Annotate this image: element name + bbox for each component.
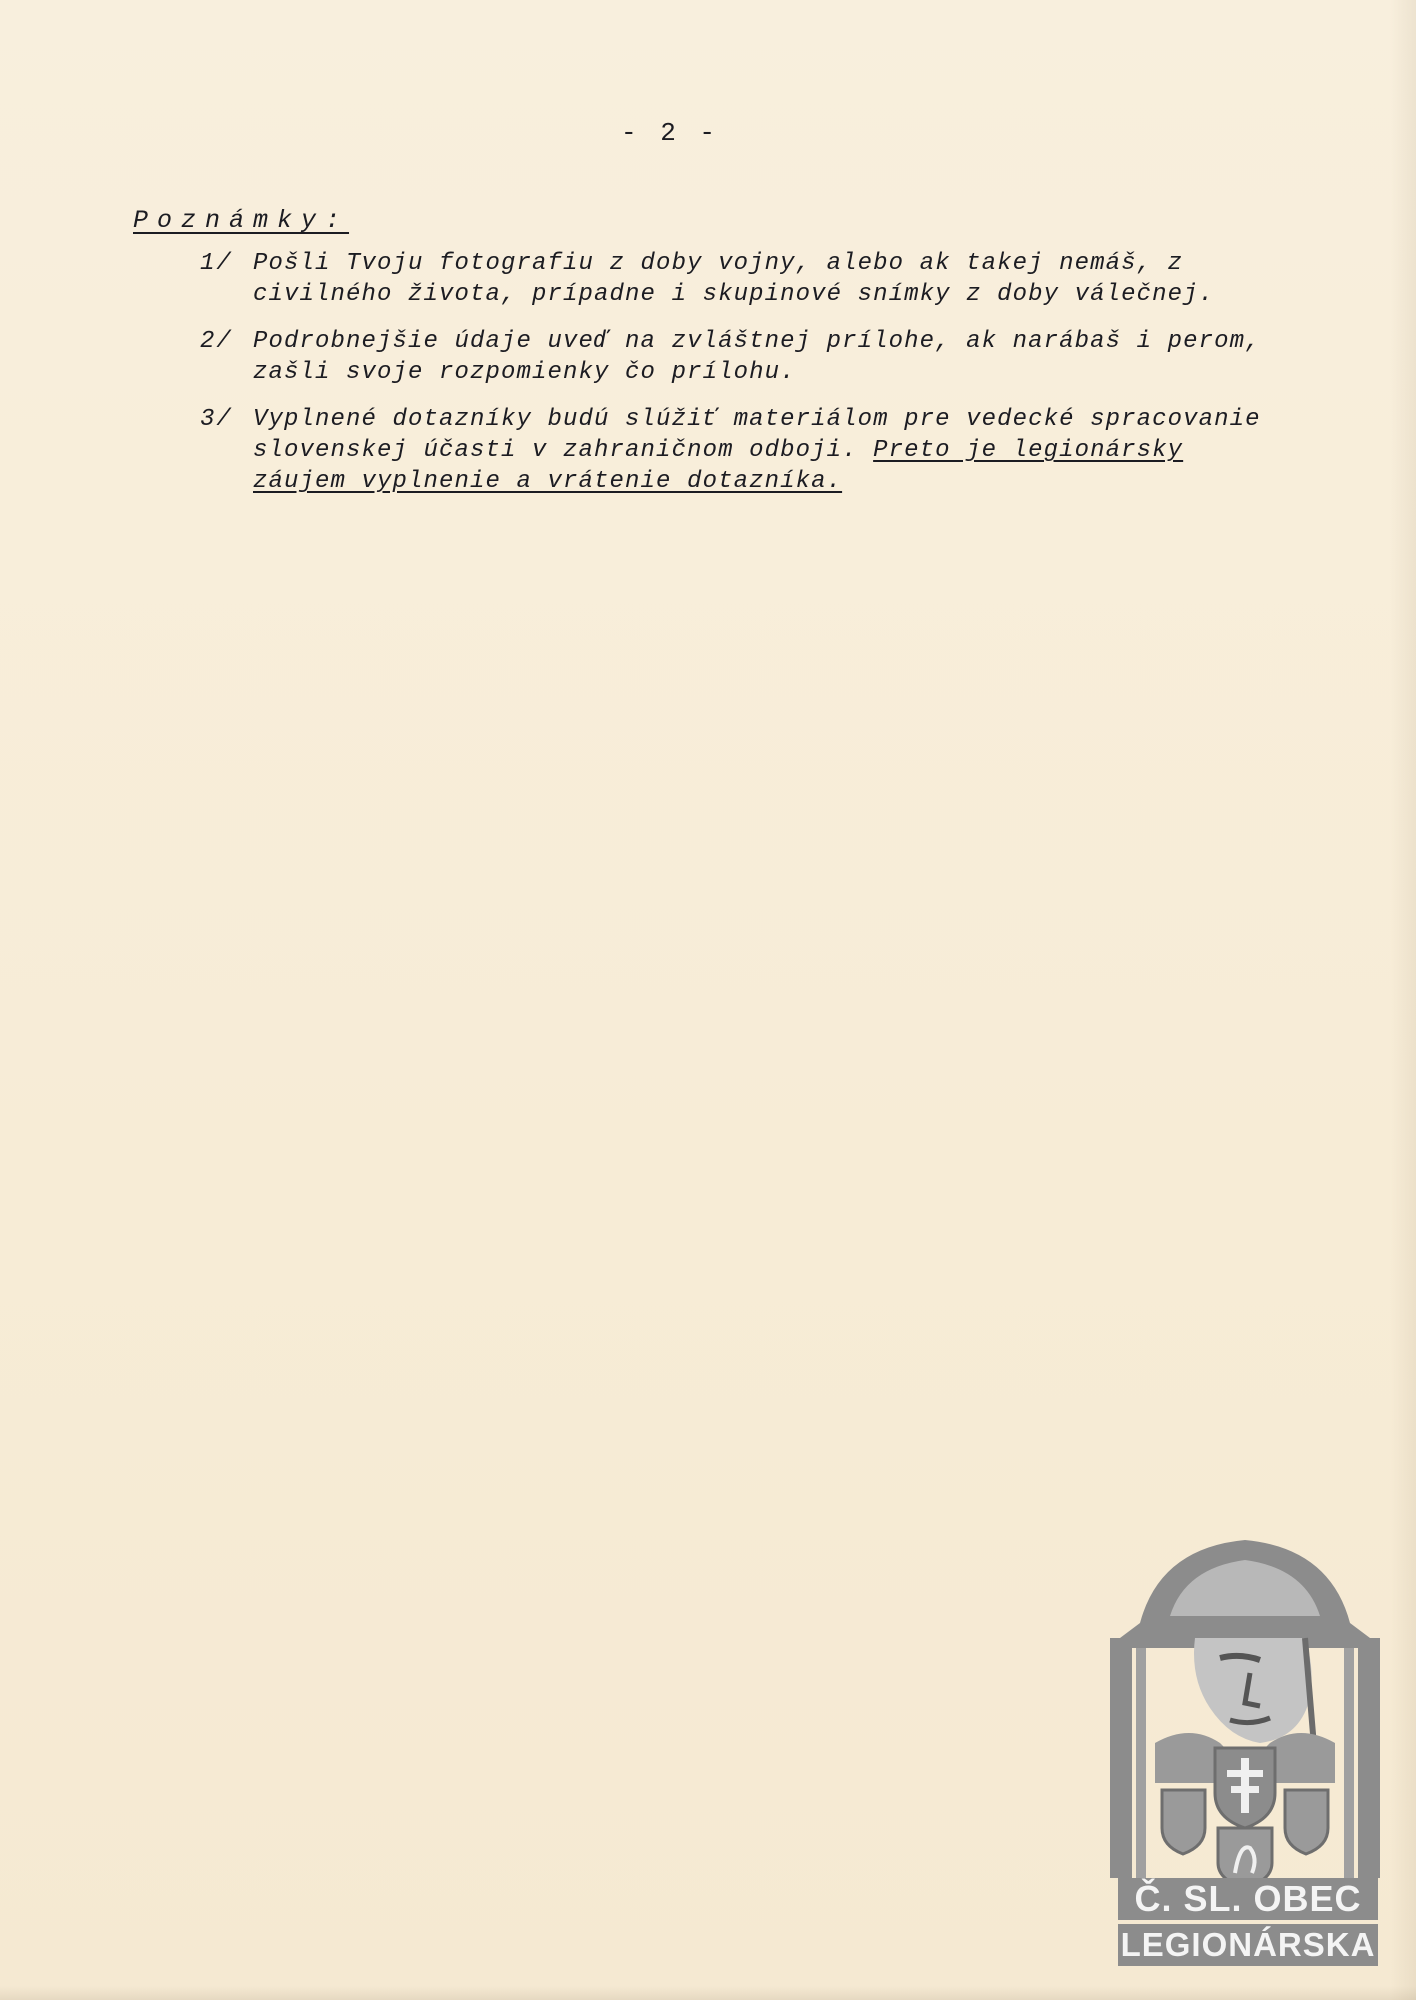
note-item-2 bbox=[200, 326, 1290, 388]
note-number: 1/ bbox=[200, 250, 233, 277]
note-text: Pošli Tvoju fotografiu z doby vojny, alebo ak takej nemáš, z civilného života, prípadne i skupinové snímky z doby válečnej. bbox=[253, 250, 1215, 308]
page-number: - 2 - bbox=[620, 118, 719, 148]
note-text: Podrobnejšie údaje uveď na zvláštnej prílohe, ak narábaš i perom, zašli svoje rozpomienky čo prílohu. bbox=[253, 328, 1261, 386]
legion-emblem-logo bbox=[1100, 1528, 1390, 1968]
note-text-plain: Vyplnené dotazníky budú slúžiť materiálom pre vedecké spracovanie slovenskej účasti v zahraničnom odboji. bbox=[253, 406, 1261, 464]
logo-text-line-1: Č. SL. OBEC bbox=[1118, 1878, 1378, 1920]
logo-text-line-2: LEGIONÁRSKA bbox=[1118, 1924, 1378, 1966]
notes-heading: Poznámky: bbox=[133, 206, 350, 235]
note-number: 3/ bbox=[200, 406, 233, 433]
note-text bbox=[253, 404, 1283, 497]
note-number: 2/ bbox=[200, 328, 233, 355]
page-bottom-shadow bbox=[0, 1986, 1416, 2000]
notes-list bbox=[200, 248, 1290, 513]
note-item-1 bbox=[200, 248, 1290, 310]
note-item-3 bbox=[200, 404, 1290, 497]
page-edge-shadow bbox=[1390, 0, 1416, 2000]
note-text-underlined: Preto je legionársky záujem vyplnenie a vrátenie dotazníka. bbox=[253, 437, 1184, 495]
soldier-helmet-icon bbox=[1100, 1528, 1390, 1908]
